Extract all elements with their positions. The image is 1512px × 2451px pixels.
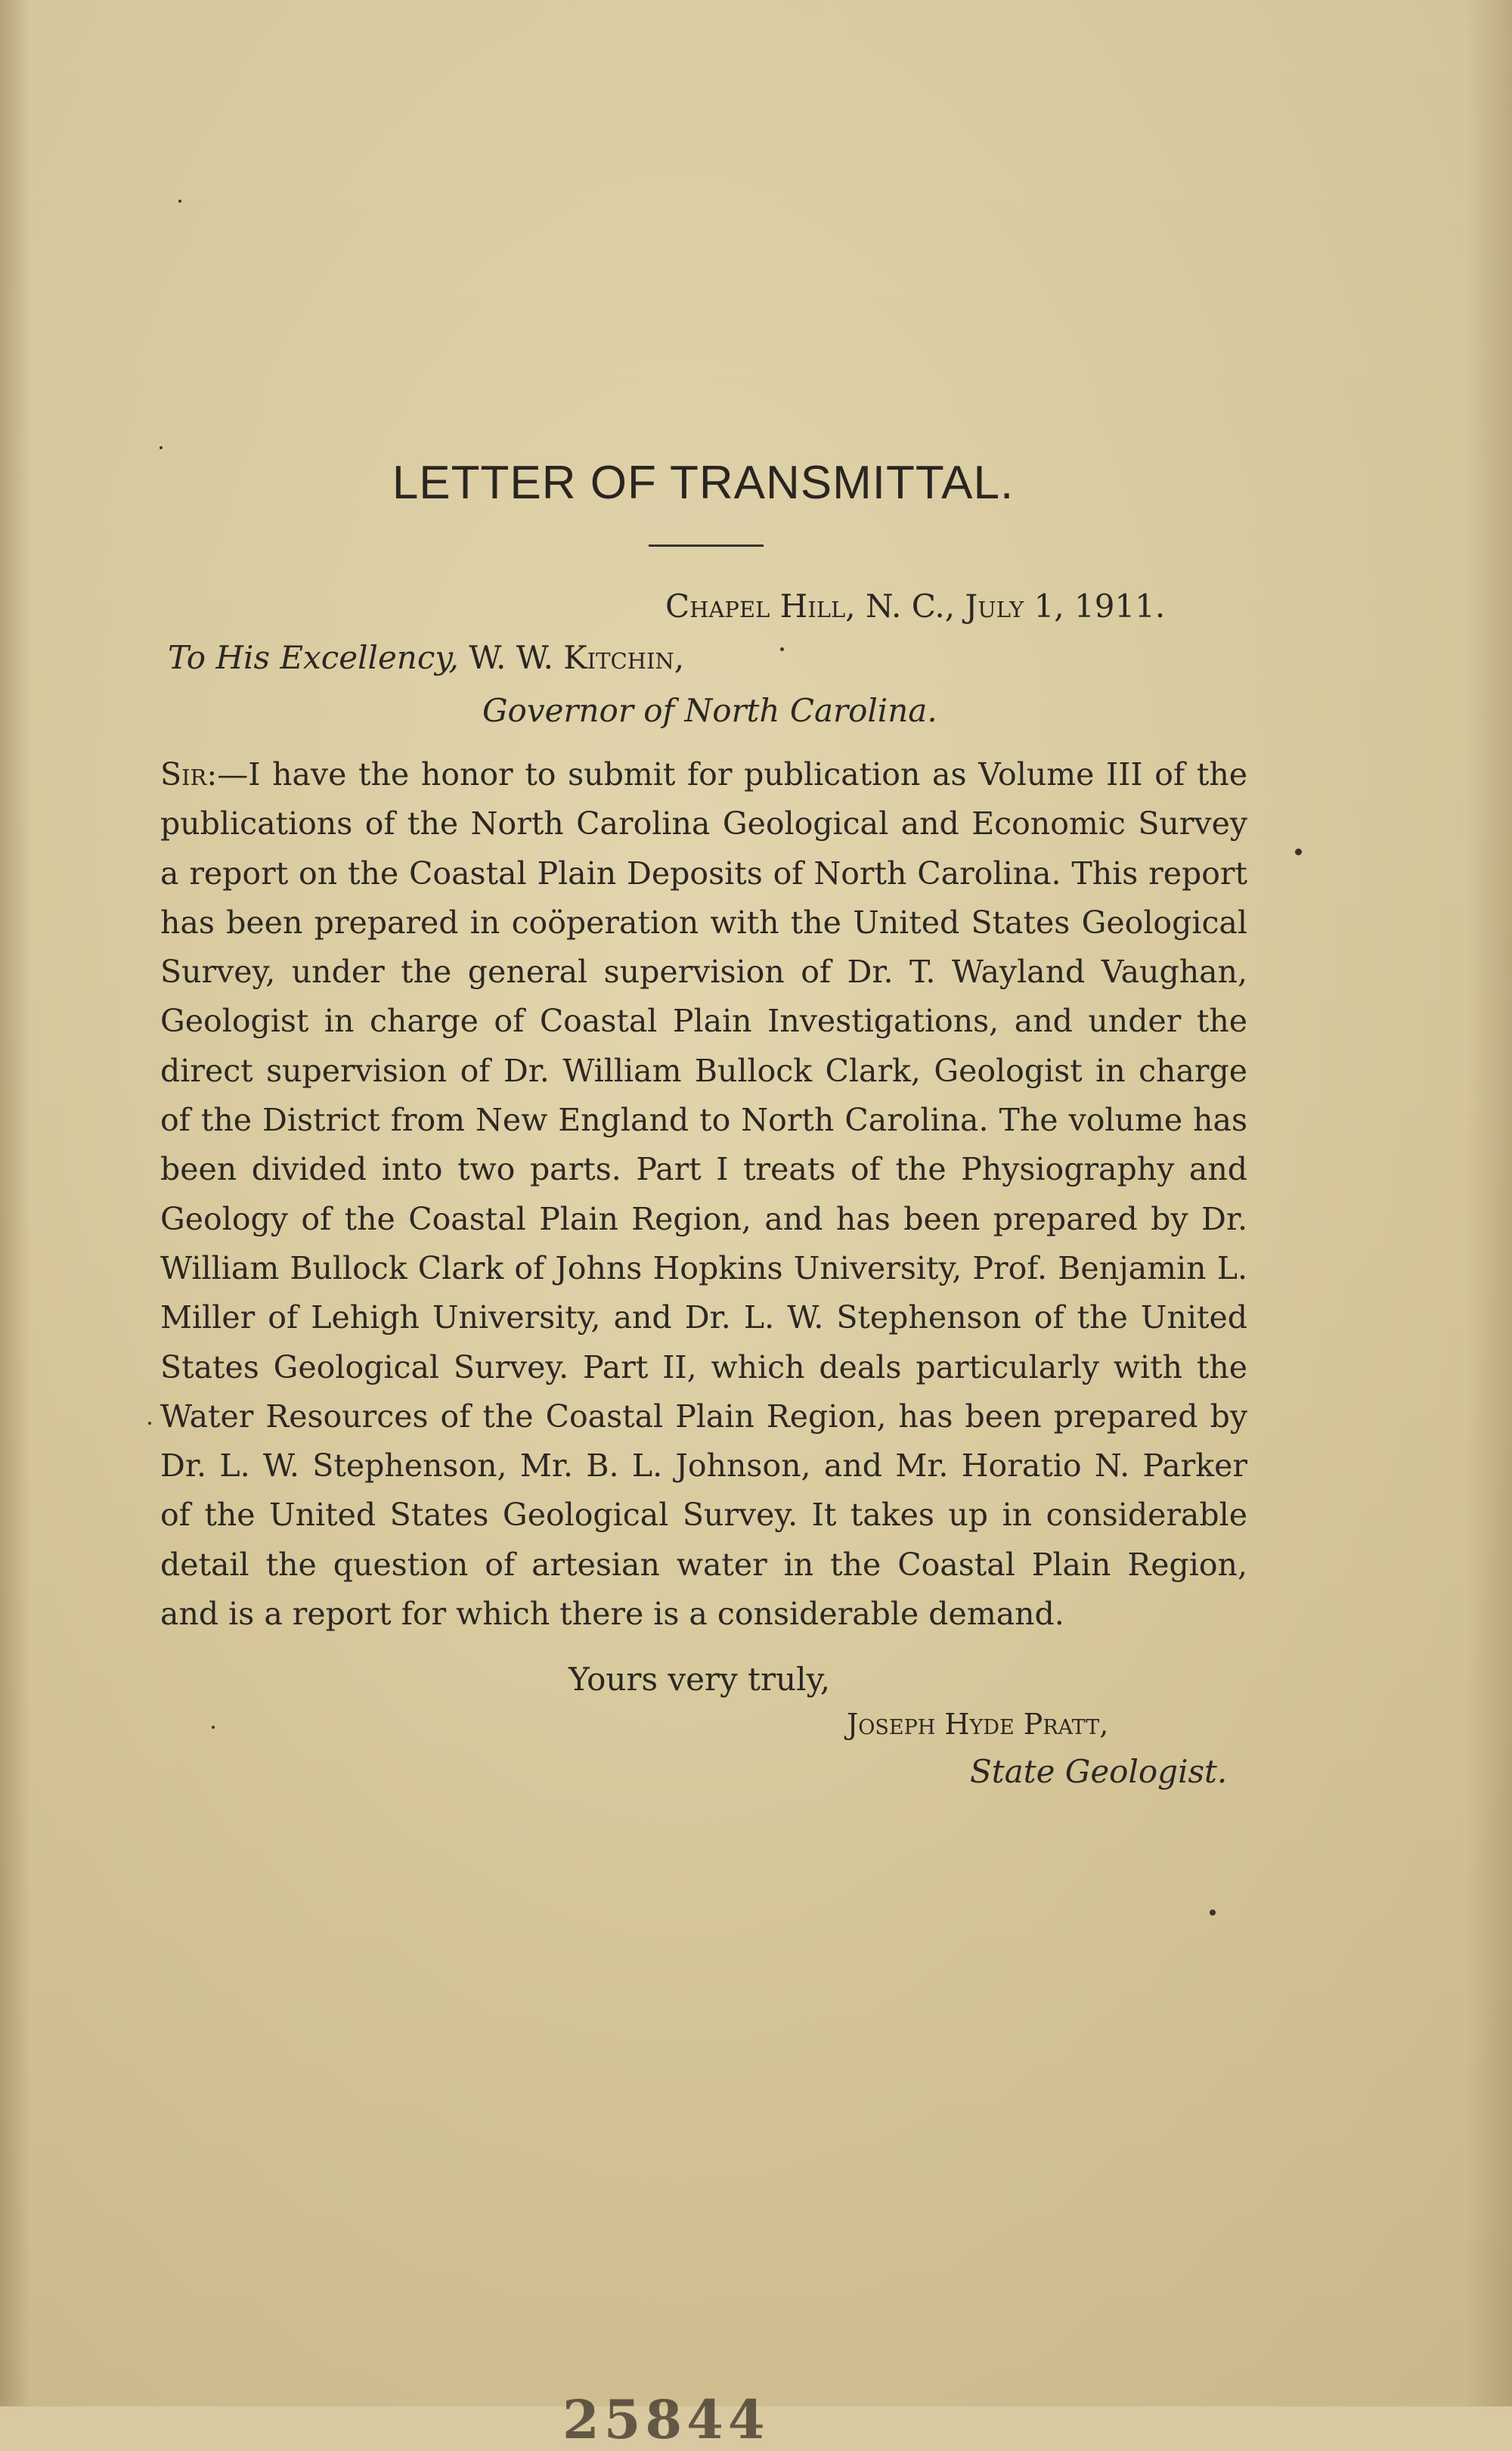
letter-dateline: Chapel Hill, N. C., July 1, 1911. bbox=[665, 588, 1166, 625]
title-divider bbox=[649, 544, 764, 547]
letter-closing: Yours very truly, bbox=[569, 1661, 831, 1698]
salutation-to: To His Excellency, bbox=[168, 639, 459, 676]
paper-speck bbox=[1295, 849, 1302, 855]
paper-speck bbox=[212, 1726, 215, 1729]
page-edge-shadow-left bbox=[0, 0, 30, 2406]
salutation-name: W. W. Kitchin, bbox=[469, 639, 685, 676]
paper-speck bbox=[148, 1422, 151, 1425]
footer-number-fragment: 25844 bbox=[562, 2388, 770, 2451]
paper-speck bbox=[1210, 1910, 1216, 1916]
page-title: LETTER OF TRANSMITTAL. bbox=[392, 457, 1015, 509]
paper-speck bbox=[160, 446, 163, 449]
letter-salutation bbox=[168, 639, 684, 677]
paper-speck bbox=[178, 200, 181, 203]
body-greeting: Sir bbox=[160, 756, 207, 793]
signer-name: Joseph Hyde Pratt, bbox=[847, 1708, 1109, 1741]
paper-speck bbox=[780, 647, 784, 651]
governor-title: Governor of North Carolina. bbox=[482, 692, 937, 729]
page-edge-shadow-right bbox=[1467, 0, 1512, 2406]
body-paragraph: :—I have the honor to submit for publication as Volume III of the publications of the North Carolina Geological and Economic Survey a report on the Coastal Plain Deposits of North Carolina. This report has been prepared in coöperation with the United States Geological Survey, under the general supervision of Dr. T. Wayland Vaughan, Geologist in charge of Coastal Plain Investigations, and under the direct supervision of Dr. William Bullock Clark, Geologist in charge of the District from New England to North Carolina. The volume has been divided into two parts. Part I treats of the Physiography and Geology of the Coastal Plain Region, and has been prepared by Dr. William Bullock Clark of Johns Hopkins University, Prof. Benjamin L. Miller of Lehigh University, and Dr. L. W. Stephenson of the United States Geological Survey. Part II, which deals particularly with the Water Resources of the Coastal Plain Region, has been prepared by Dr. L. W. Stephenson, Mr. B. L. Johnson, and Mr. Horatio N. Parker of the United States Geological Survey. It takes up in considerable detail the question of artesian water in the Coastal Plain Region, and is a report for which there is a considerable demand. bbox=[160, 756, 1247, 1633]
signer-title: State Geologist. bbox=[970, 1753, 1228, 1790]
letter-body bbox=[160, 750, 1247, 1639]
